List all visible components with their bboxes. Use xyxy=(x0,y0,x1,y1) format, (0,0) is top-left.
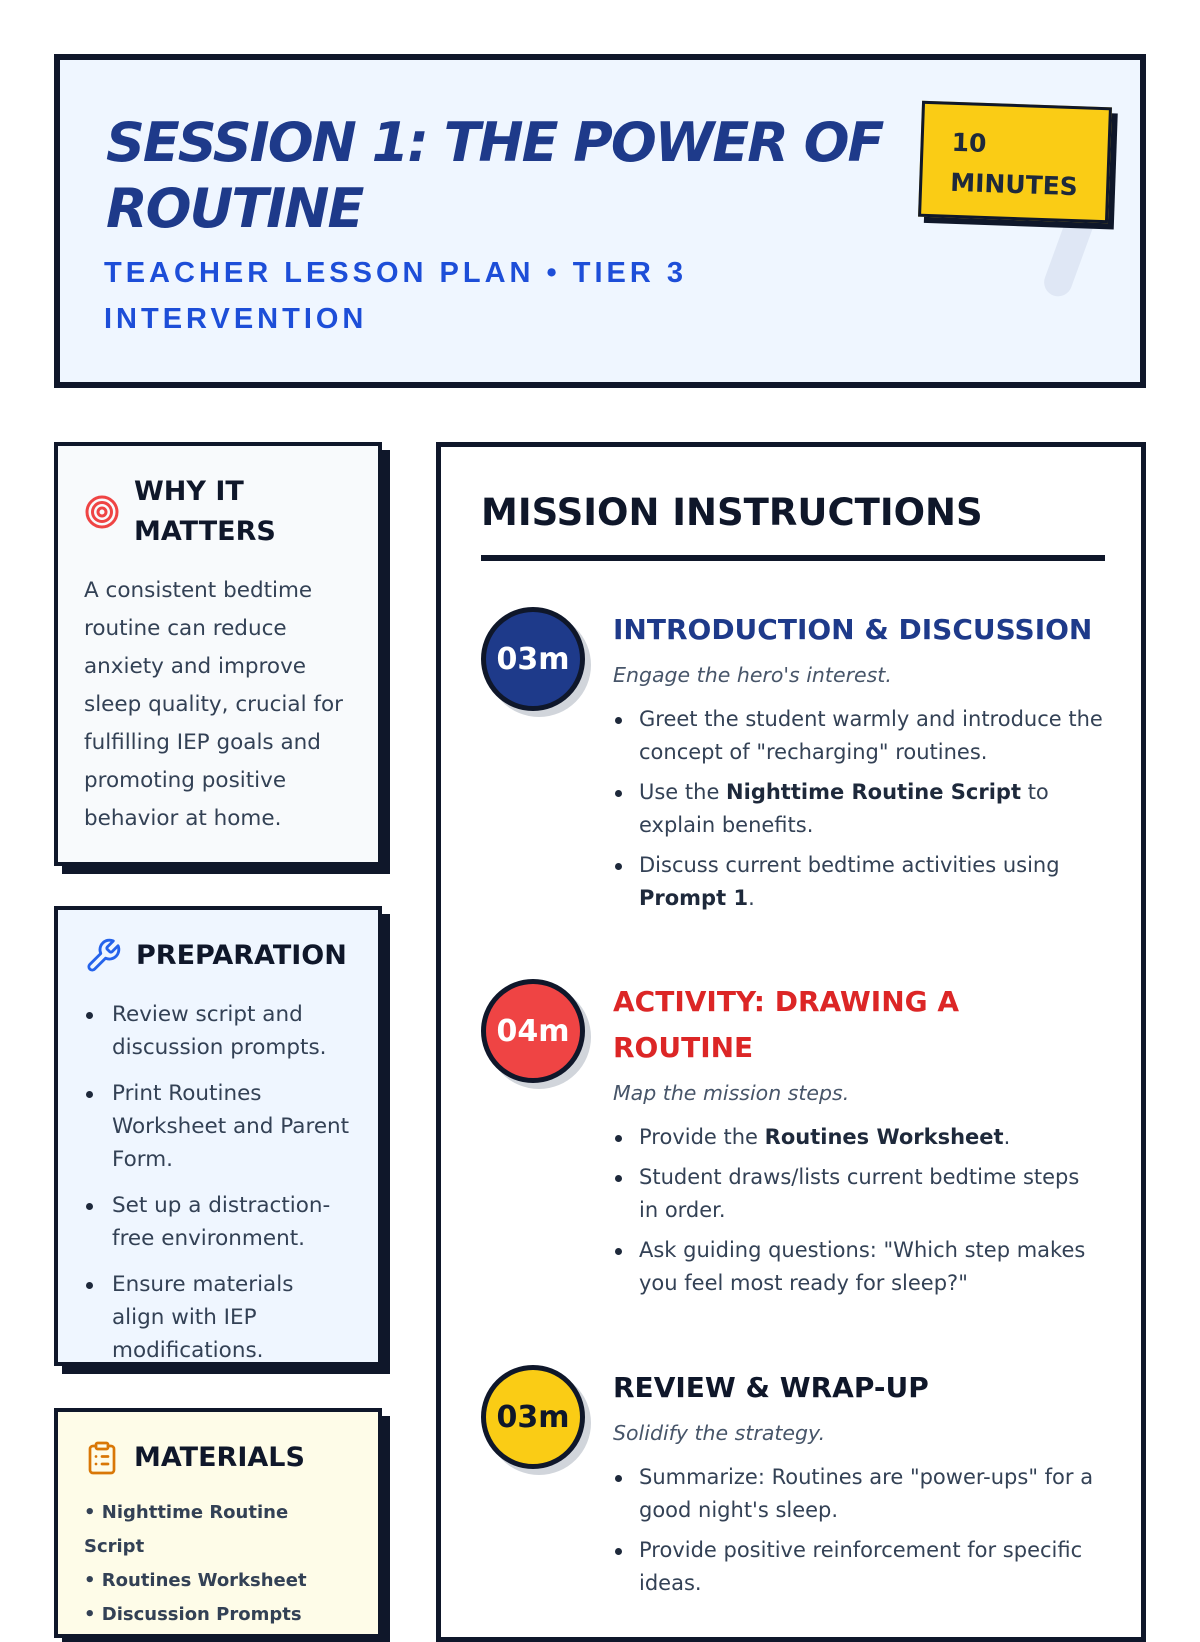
list-item: • Nighttime Routine Script xyxy=(84,1496,352,1564)
step-subtitle: Solidify the strategy. xyxy=(613,1421,826,1445)
list-item: Review script and discussion prompts. xyxy=(84,998,352,1064)
duration-badge: 10 MINUTES xyxy=(918,101,1112,224)
list-item: Summarize: Routines are "power-ups" for a good night's sleep. xyxy=(613,1461,1105,1527)
list-item: Greet the student warmly and introduce the concept of "recharging" routines. xyxy=(613,703,1105,769)
step-title: ACTIVITY: DRAWING A ROUTINE xyxy=(613,985,960,1064)
why-heading: WHY IT MATTERS xyxy=(134,476,276,547)
mission-instructions-panel xyxy=(436,442,1146,1642)
preparation-card xyxy=(54,906,382,1366)
step-time-badge: 03m xyxy=(481,607,585,711)
list-item: Use the Nighttime Routine Script to explain benefits. xyxy=(613,776,1105,842)
step-subtitle: Map the mission steps. xyxy=(613,1081,850,1105)
list-item: Provide positive reinforcement for specific ideas. xyxy=(613,1534,1105,1600)
step-time-badge: 04m xyxy=(481,979,585,1083)
list-item: • Discussion Prompts xyxy=(84,1598,352,1632)
step-title: INTRODUCTION & DISCUSSION xyxy=(613,613,1093,646)
step-list xyxy=(613,1121,1105,1300)
page-subtitle: TEACHER LESSON PLAN • TIER 3 INTERVENTION xyxy=(104,257,687,335)
list-item: • Routines Worksheet xyxy=(84,1564,352,1598)
list-item: Ask guiding questions: "Which step makes you feel most ready for sleep?" xyxy=(613,1234,1105,1300)
lesson-header xyxy=(54,54,1146,388)
step-subtitle: Engage the hero's interest. xyxy=(613,663,892,687)
why-it-matters-card xyxy=(54,442,382,866)
wrench-icon xyxy=(84,937,122,975)
list-item: Student draws/lists current bedtime steps in order. xyxy=(613,1161,1105,1227)
preparation-list xyxy=(84,998,352,1367)
page-title: SESSION 1: THE POWER OF ROUTINE xyxy=(106,111,883,240)
materials-card xyxy=(54,1408,382,1638)
list-item: Set up a distraction-free environment. xyxy=(84,1189,352,1255)
list-item: Discuss current bedtime activities using Prompt 1. xyxy=(613,849,1105,915)
list-item: Print Routines Worksheet and Parent Form. xyxy=(84,1077,352,1176)
target-icon xyxy=(84,494,120,530)
step-title: REVIEW & WRAP-UP xyxy=(613,1371,929,1404)
mission-title: MISSION INSTRUCTIONS xyxy=(481,489,1105,561)
preparation-heading: PREPARATION xyxy=(136,940,347,971)
materials-heading: MATERIALS xyxy=(134,1442,305,1473)
step-list xyxy=(613,703,1105,915)
clipboard-icon xyxy=(84,1439,120,1477)
list-item: Ensure materials align with IEP modifications. xyxy=(84,1268,352,1367)
step-list xyxy=(613,1461,1105,1600)
materials-list xyxy=(84,1496,352,1632)
step-time-badge: 03m xyxy=(481,1365,585,1469)
list-item: Provide the Routines Worksheet. xyxy=(613,1121,1105,1154)
why-text: A consistent bedtime routine can reduce anxiety and improve sleep quality, crucial for fulfilling IEP goals and promoting positive behavior at home. xyxy=(84,578,343,831)
